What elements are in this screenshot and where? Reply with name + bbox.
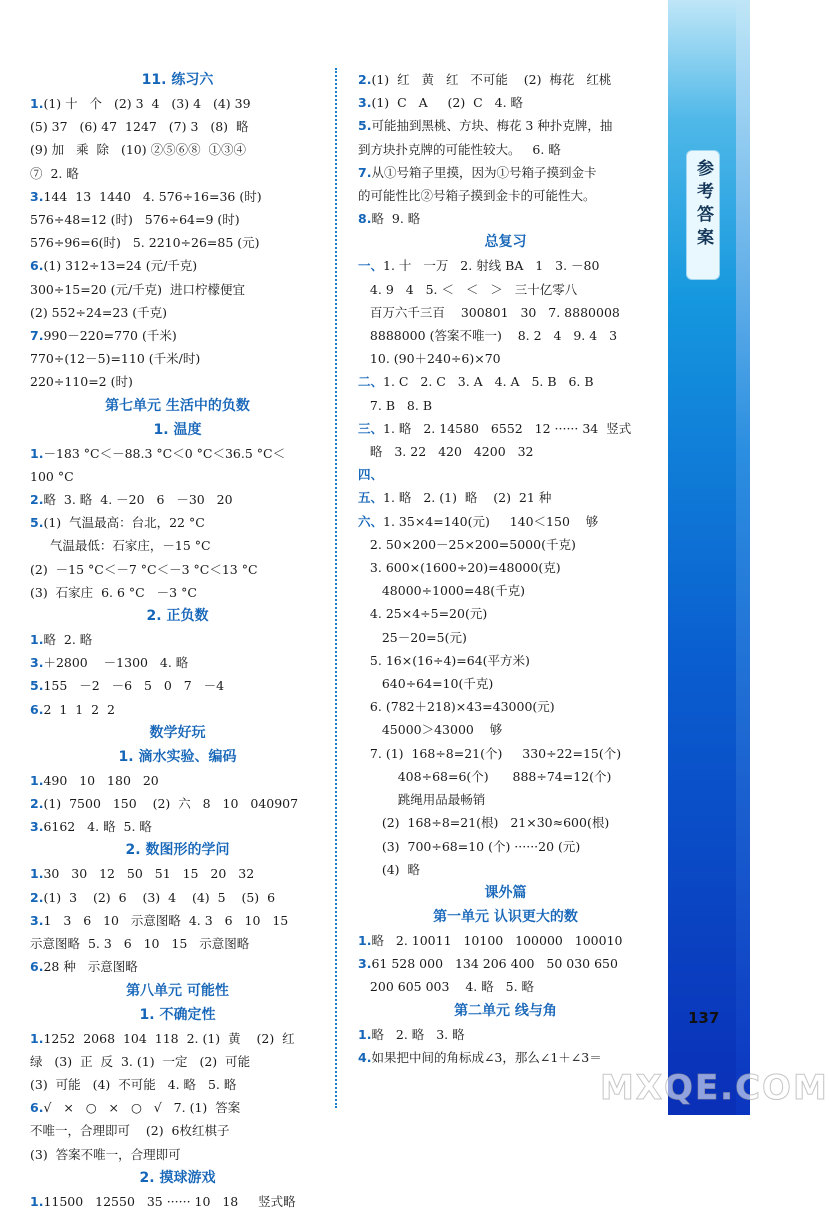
answer-tab-char: 参考答案 (693, 159, 713, 251)
answer-line (358, 533, 653, 556)
question-number: 1. (30, 1193, 44, 1209)
answer-text: (2) －15 °C＜－7 °C＜－3 °C＜13 °C (30, 561, 258, 577)
answer-line (30, 231, 325, 254)
question-number: 二、 (358, 374, 384, 390)
question-number: 7. (30, 328, 44, 344)
answer-text: 11500 12550 35 ······ 10 18 竖式略 (43, 1193, 296, 1209)
answer-line (30, 185, 325, 208)
answer-line (358, 626, 653, 649)
answer-line (358, 579, 653, 602)
answer-line (358, 835, 653, 858)
question-number: 6. (30, 701, 44, 717)
answer-text: ⑦ 2. 略 (30, 165, 79, 181)
section-heading: 第八单元 可能性 (126, 982, 229, 999)
answer-text: 1. 35×4=140(元) 140＜150 够 (383, 513, 599, 529)
answer-text: (3) 700÷68=10 (个) ······20 (元) (358, 838, 581, 854)
answer-line (358, 440, 653, 463)
answer-text: 略 9. 略 (371, 211, 421, 227)
page-number: 137 (688, 1009, 720, 1027)
answer-line (30, 932, 325, 955)
answer-line (358, 184, 653, 207)
answer-text: 640÷64=10(千克) (358, 676, 494, 692)
answer-line (358, 695, 653, 718)
question-number: 2. (30, 796, 44, 812)
answer-text: 576÷96=6(时) 5. 2210÷26=85 (元) (30, 235, 260, 251)
question-number: 1. (30, 632, 44, 648)
answer-line (358, 672, 653, 695)
question-number: 5. (30, 515, 44, 531)
question-number: 1. (30, 772, 44, 788)
question-number: 1. (30, 1030, 44, 1046)
answer-line (358, 68, 653, 91)
section-heading: 2. 正负数 (146, 608, 209, 625)
answer-line (30, 370, 325, 393)
answer-text: 220÷110=2 (时) (30, 374, 133, 390)
right-column (358, 68, 653, 1069)
question-number: 1. (30, 96, 44, 111)
answer-text: 2 1 1 2 2 (43, 701, 116, 717)
answer-text: 7. (1) 168÷8=21(个) 330÷22=15(个) (358, 745, 622, 761)
answer-text: 1. 十 一万 2. 射线 BA 1 3. －80 (383, 258, 600, 274)
section-heading: 第七单元 生活中的负数 (105, 397, 250, 414)
question-number: 8. (358, 211, 372, 227)
answer-text: 气温最低：石家庄，－15 °C (30, 538, 211, 554)
answer-text: (4) 略 (358, 861, 420, 877)
answer-line (358, 602, 653, 625)
answer-text: 7. B 8. B (358, 397, 433, 413)
answer-line (30, 698, 325, 721)
answer-line (30, 442, 325, 465)
answer-line (30, 674, 325, 697)
answer-text: 1 3 6 10 示意图略 4. 3 6 10 15 (43, 912, 289, 928)
answer-line (358, 114, 653, 137)
answer-text: 100 °C (30, 468, 74, 484)
answer-line (358, 138, 653, 161)
answer-line (358, 718, 653, 741)
answer-text: 200 605 003 4. 略 5. 略 (358, 979, 535, 995)
answer-line (30, 651, 325, 674)
answer-text: 300÷15=20 (元/千克) 进口柠檬便宜 (30, 281, 246, 297)
answer-text: (1) 7500 150 (2) 六 8 10 040907 (43, 796, 299, 812)
answer-text: (3) 答案不唯一，合理即可 (30, 1146, 181, 1162)
answer-line (30, 886, 325, 909)
question-number: 3. (30, 655, 44, 671)
answer-text: 略 3. 22 420 4200 32 (358, 444, 534, 460)
answer-text: 45000＞43000 够 (358, 722, 503, 738)
watermark: MXQE.COM (600, 1068, 829, 1108)
answer-line (358, 463, 653, 486)
answer-text: (1) 3 (2) 6 (3) 4 (4) 5 (5) 6 (43, 889, 276, 905)
answer-line (30, 1050, 325, 1073)
question-number: 1. (30, 866, 44, 882)
answer-line (30, 254, 325, 277)
answer-text: －183 °C＜－88.3 °C＜0 °C＜36.5 °C＜ (43, 445, 286, 461)
answer-line (30, 1119, 325, 1142)
answer-text: (1) 312÷13=24 (元/千克) (43, 258, 198, 274)
answer-line (358, 207, 653, 230)
answer-text: 28 种 示意图略 (43, 959, 138, 975)
answer-text: 10. (90＋240÷6)×70 (358, 351, 501, 367)
answer-text: 如果把中间的角标成∠3，那么∠1＋∠3＝ (371, 1049, 602, 1065)
answer-line (358, 417, 653, 440)
answer-line (30, 1190, 325, 1213)
answer-line (358, 91, 653, 114)
answer-line (30, 278, 325, 301)
answer-line (30, 769, 325, 792)
question-number: 3. (358, 956, 372, 972)
answer-text: 8888000 (答案不唯一) 8. 2 4 9. 4 3 (358, 328, 618, 344)
answer-line (358, 1023, 653, 1046)
section-heading: 第一单元 认识更大的数 (433, 908, 578, 925)
answer-line (30, 301, 325, 324)
answer-text: (2) 168÷8=21(根) 21×30≈600(根) (358, 815, 610, 831)
answer-line (30, 162, 325, 185)
answer-line (30, 815, 325, 838)
section-heading: 1. 温度 (153, 421, 202, 438)
answer-line (358, 510, 653, 533)
answer-line (30, 792, 325, 815)
answer-text: (1) C A (2) C 4. 略 (371, 95, 524, 111)
answer-text: (2) 552÷24=23 (千克) (30, 304, 168, 320)
answer-text: (1) 红 黄 红 不可能 (2) 梅花 红桃 (371, 72, 612, 87)
section-heading: 2. 摸球游戏 (139, 1169, 216, 1186)
answer-text: 408÷68=6(个) 888÷74=12(个) (358, 768, 612, 784)
question-number: 一、 (358, 258, 384, 274)
question-number: 2. (358, 72, 372, 87)
question-number: 2. (30, 492, 44, 508)
answer-text: 从①号箱子里摸，因为①号箱子摸到金卡 (371, 164, 597, 180)
answer-text: 990－220=770 (千米) (43, 328, 177, 344)
answer-line (358, 161, 653, 184)
answer-line (30, 1143, 325, 1166)
answer-text: 略 2. 略 3. 略 (371, 1026, 465, 1042)
answer-text: 不唯一，合理即可 (2) 6枚红棋子 (30, 1123, 230, 1139)
section-heading: 第二单元 线与角 (454, 1002, 557, 1019)
answer-line (358, 1046, 653, 1069)
answer-text: 的可能性比②号箱子摸到金卡的可能性大。 (358, 188, 596, 204)
answer-text: 4. 25×4÷5=20(元) (358, 606, 488, 622)
question-number: 5. (30, 678, 44, 694)
question-number: 5. (358, 118, 372, 134)
answer-text: 6. (782＋218)×43=43000(元) (358, 699, 555, 715)
answer-text: 到方块扑克牌的可能性较大。 6. 略 (358, 141, 561, 157)
section-heading: 数学好玩 (149, 724, 206, 741)
column-divider (335, 68, 337, 1108)
answer-line (30, 581, 325, 604)
question-number: 7. (358, 164, 372, 180)
answer-text: 770÷(12－5)=110 (千米/时) (30, 351, 201, 367)
answer-line (30, 347, 325, 370)
question-number: 6. (30, 258, 44, 274)
answer-line (358, 394, 653, 417)
answer-line (358, 742, 653, 765)
section-heading: 1. 不确定性 (139, 1006, 216, 1023)
answer-text: ＋2800 －1300 4. 略 (43, 655, 189, 671)
answer-text: (1) 气温最高：台北，22 °C (43, 515, 205, 531)
answer-line (358, 347, 653, 370)
answer-line (358, 765, 653, 788)
question-number: 3. (30, 912, 44, 928)
answer-text: 1. 略 2. (1) 略 (2) 21 种 (383, 490, 552, 506)
answer-text: 6162 4. 略 5. 略 (43, 819, 152, 835)
sidebar-strip (736, 0, 750, 1115)
answer-text: (3) 可能 (4) 不可能 4. 略 5. 略 (30, 1076, 237, 1092)
answer-line (30, 92, 325, 115)
answer-text: 576÷48=12 (时) 576÷64=9 (时) (30, 212, 240, 228)
answer-text: 示意图略 5. 3 6 10 15 示意图略 (30, 936, 250, 952)
answer-line (358, 811, 653, 834)
question-number: 4. (358, 1049, 372, 1065)
answer-text: 略 2. 10011 10100 100000 100010 (371, 932, 623, 948)
answer-text: (9) 加 乘 除 (10) ②⑤⑥⑧ ①③④ (30, 142, 247, 158)
answer-tab (686, 150, 720, 280)
answer-text: 1. C 2. C 3. A 4. A 5. B 6. B (383, 374, 594, 390)
answer-line (30, 115, 325, 138)
answer-line (358, 975, 653, 998)
section-heading: 2. 数图形的学问 (125, 842, 230, 859)
answer-line (30, 511, 325, 534)
answer-text: 61 528 000 134 206 400 50 030 650 (371, 956, 618, 972)
answer-text: 3. 600×(1600÷20)=48000(克) (358, 560, 561, 576)
answer-line (30, 324, 325, 347)
question-number: 6. (30, 1100, 44, 1116)
question-number: 2. (30, 889, 44, 905)
section-heading: 课外篇 (484, 884, 527, 901)
question-number: 1. (358, 1026, 372, 1042)
answer-text: 1. 略 2. 14580 6552 12 ······ 34 竖式 (383, 420, 632, 436)
answer-line (30, 955, 325, 978)
answer-line (30, 465, 325, 488)
answer-line (30, 488, 325, 511)
answer-line (30, 1096, 325, 1119)
answer-line (358, 556, 653, 579)
answer-line (358, 858, 653, 881)
answer-line (30, 534, 325, 557)
answer-line (358, 952, 653, 975)
answer-line (358, 254, 653, 277)
answer-text: 490 10 180 20 (43, 772, 159, 788)
question-number: 五、 (358, 490, 384, 506)
answer-text: 25－20=5(元) (358, 629, 467, 645)
question-number: 四、 (358, 467, 384, 483)
answer-text: 1252 2068 104 118 2. (1) 黄 (2) 红 (43, 1030, 295, 1046)
answer-text: 略 2. 略 (43, 632, 93, 648)
answer-text: 48000÷1000=48(千克) (358, 583, 526, 599)
question-number: 1. (30, 445, 44, 461)
answer-line (30, 138, 325, 161)
answer-line (358, 370, 653, 393)
answer-line (358, 324, 653, 347)
answer-text: √ × ○ × ○ √ 7. (1) 答案 (43, 1100, 241, 1116)
section-heading: 总复习 (484, 234, 527, 251)
answer-line (30, 558, 325, 581)
answer-text: (1) 十 个 (2) 3 4 (3) 4 (4) 39 (43, 96, 251, 111)
answer-text: 5. 16×(16÷4)=64(平方米) (358, 652, 530, 668)
answer-text: 绿 (3) 正 反 3. (1) 一定 (2) 可能 (30, 1053, 251, 1069)
question-number: 六、 (358, 513, 384, 529)
answer-text: (5) 37 (6) 47 1247 (7) 3 (8) 略 (30, 119, 249, 135)
left-column (30, 68, 325, 1213)
answer-line (358, 649, 653, 672)
question-number: 6. (30, 959, 44, 975)
answer-text: 155 －2 －6 5 0 7 －4 (43, 678, 225, 694)
question-number: 3. (358, 95, 372, 111)
answer-text: 4. 9 4 5. ＜ ＜ ＞ 三十亿零八 (358, 281, 578, 297)
answer-text: 30 30 12 50 51 15 20 32 (43, 866, 255, 882)
answer-line (30, 1027, 325, 1050)
question-number: 1. (358, 932, 372, 948)
answer-line (30, 1073, 325, 1096)
answer-text: 2. 50×200－25×200=5000(千克) (358, 536, 576, 552)
answer-line (358, 486, 653, 509)
answer-line (358, 301, 653, 324)
answer-line (30, 208, 325, 231)
answer-text: 144 13 1440 4. 576÷16=36 (时) (43, 188, 262, 204)
question-number: 三、 (358, 420, 384, 436)
answer-text: 跳绳用品最畅销 (358, 792, 486, 808)
answer-text: (3) 石家庄 6. 6 °C －3 °C (30, 584, 197, 600)
answer-text: 百万六千三百 300801 30 7. 8880008 (358, 304, 620, 320)
answer-line (358, 278, 653, 301)
answer-text: 略 3. 略 4. －20 6 －30 20 (43, 492, 233, 508)
answer-line (30, 628, 325, 651)
answer-line (30, 862, 325, 885)
answer-line (30, 909, 325, 932)
section-heading: 11. 练习六 (141, 72, 214, 88)
question-number: 3. (30, 188, 44, 204)
answer-text: 可能抽到黑桃、方块、梅花 3 种扑克牌，抽 (371, 118, 613, 134)
answer-line (358, 929, 653, 952)
question-number: 3. (30, 819, 44, 835)
section-heading: 1. 滴水实验、编码 (118, 748, 237, 765)
answer-line (358, 788, 653, 811)
